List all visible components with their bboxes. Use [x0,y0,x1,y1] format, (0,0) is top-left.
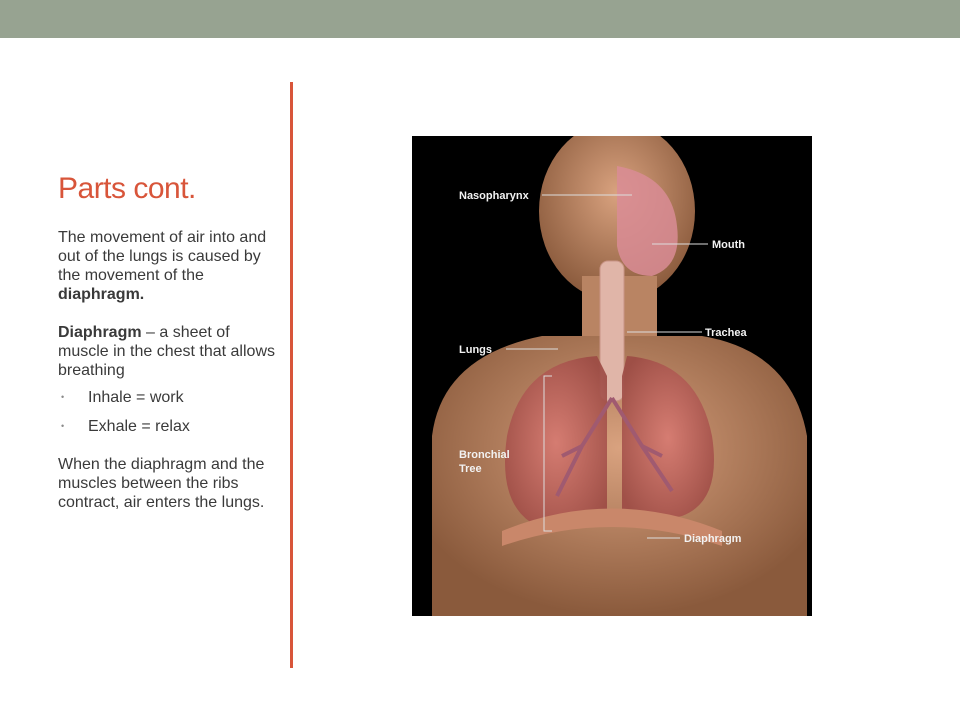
slide-body [58,228,276,531]
respiratory-system-illustration [412,136,812,616]
paragraph-movement-text: The movement of air into and out of the lungs is caused by the movement of the [58,229,267,284]
anatomy-svg [412,136,812,616]
bullet-exhale: Exhale = relax [88,418,190,435]
vertical-divider [290,82,293,668]
list-item [58,417,276,436]
bullet-list [58,388,276,436]
bullet-inhale: Inhale = work [88,389,184,406]
label-bronchial: Bronchial [459,449,510,461]
label-trachea: Trachea [705,327,747,339]
paragraph-contraction: When the diaphragm and the muscles between the ribs contract, air enters the lungs. [58,456,265,511]
label-nasopharynx: Nasopharynx [459,190,529,202]
slide-title: Parts cont. [58,172,196,205]
label-tree: Tree [459,463,482,475]
top-bar [0,0,960,38]
label-diaphragm: Diaphragm [684,533,742,545]
paragraph-definition [58,323,276,380]
paragraph-movement [58,228,276,304]
definition-term: Diaphragm [58,324,142,341]
bullet-icon: • [61,392,65,402]
label-lungs: Lungs [459,344,492,356]
definition-text: – a sheet of muscle in the chest that allows breathing [58,324,275,379]
list-item [58,388,276,407]
diaphragm-bold: diaphragm. [58,286,145,303]
bullet-icon: • [61,421,65,431]
label-mouth: Mouth [712,239,745,251]
